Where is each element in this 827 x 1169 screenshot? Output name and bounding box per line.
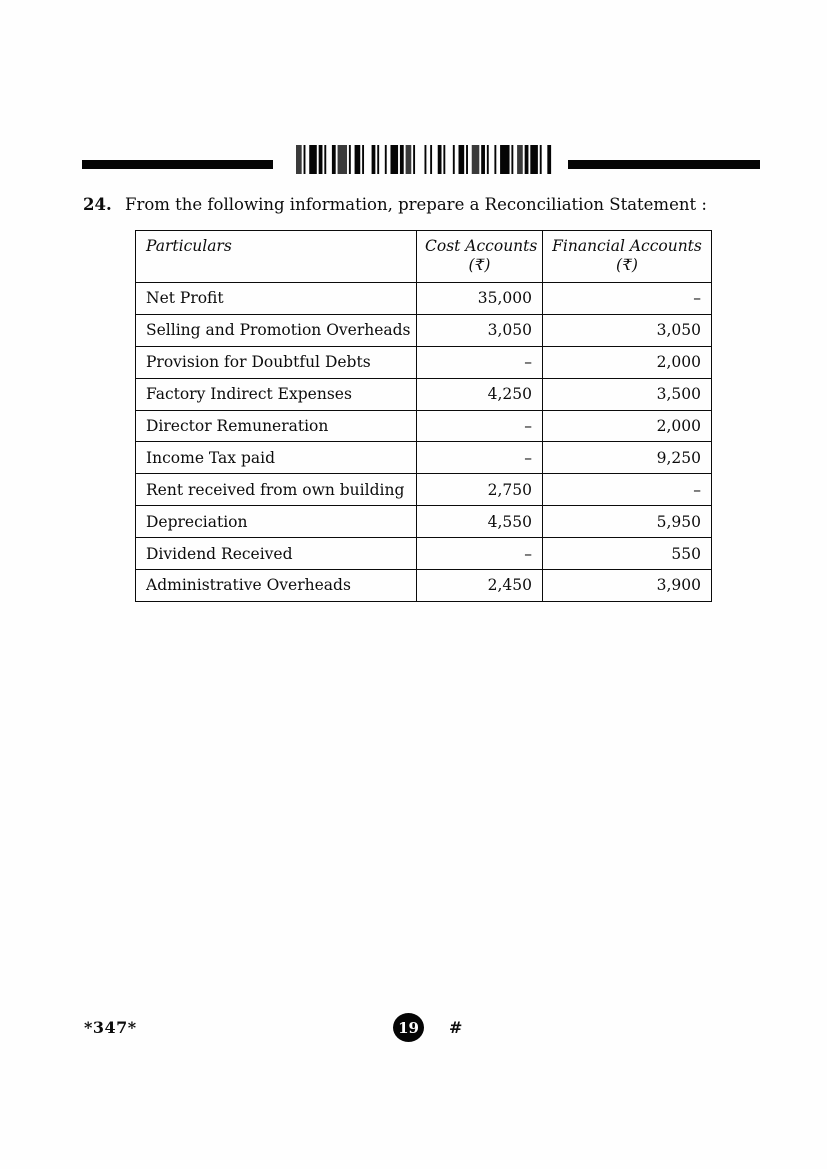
table-row [136, 283, 712, 315]
cell-particulars: Dividend Received [136, 538, 417, 570]
cell-financial-amount: 3,500 [543, 378, 712, 410]
table-row [136, 378, 712, 410]
col-header-particulars [136, 231, 417, 283]
table-row [136, 506, 712, 538]
cell-particulars: Factory Indirect Expenses [136, 378, 417, 410]
cell-financial-amount: 2,000 [543, 410, 712, 442]
header-rule-right [568, 160, 760, 169]
col-header-cost-currency: (₹) [468, 256, 491, 274]
table-body [136, 283, 712, 602]
col-header-financial-accounts [543, 231, 712, 283]
cell-cost-amount: 3,050 [417, 314, 543, 346]
col-header-cost-accounts [417, 231, 543, 283]
cell-cost-amount: – [417, 346, 543, 378]
cell-cost-amount: 4,550 [417, 506, 543, 538]
cell-cost-amount: 35,000 [417, 283, 543, 315]
footer-hash-mark: # [449, 1018, 463, 1037]
question-text: From the following information, prepare a Reconciliation Statement : [125, 195, 707, 214]
cell-particulars: Rent received from own building [136, 474, 417, 506]
col-header-particulars-label: Particulars [146, 237, 232, 255]
cell-financial-amount: 2,000 [543, 346, 712, 378]
page-number: 19 [398, 1018, 419, 1037]
cell-cost-amount: – [417, 442, 543, 474]
cell-particulars: Income Tax paid [136, 442, 417, 474]
reconciliation-table-wrap [135, 230, 712, 602]
cell-particulars: Selling and Promotion Overheads [136, 314, 417, 346]
cell-particulars: Administrative Overheads [136, 570, 417, 602]
cell-particulars: Net Profit [136, 283, 417, 315]
cell-financial-amount: 9,250 [543, 442, 712, 474]
table-row [136, 474, 712, 506]
cell-cost-amount: – [417, 538, 543, 570]
reconciliation-table [135, 230, 712, 602]
cell-financial-amount: 5,950 [543, 506, 712, 538]
cell-financial-amount: 550 [543, 538, 712, 570]
table-row [136, 314, 712, 346]
col-header-financial-label: Financial Accounts [552, 237, 702, 255]
cell-particulars: Provision for Doubtful Debts [136, 346, 417, 378]
table-row [136, 346, 712, 378]
cell-financial-amount: – [543, 474, 712, 506]
page-number-badge [393, 1013, 424, 1042]
cell-cost-amount: 4,250 [417, 378, 543, 410]
table-row [136, 538, 712, 570]
cell-financial-amount: 3,900 [543, 570, 712, 602]
table-row [136, 570, 712, 602]
header-rule-left [82, 160, 273, 169]
barcode-stripes [296, 145, 553, 174]
cell-particulars: Director Remuneration [136, 410, 417, 442]
cell-cost-amount: 2,750 [417, 474, 543, 506]
cell-cost-amount: 2,450 [417, 570, 543, 602]
table-row [136, 410, 712, 442]
table-header-row [136, 231, 712, 283]
cell-financial-amount: 3,050 [543, 314, 712, 346]
cell-financial-amount: – [543, 283, 712, 315]
cell-cost-amount: – [417, 410, 543, 442]
barcode-icon [296, 145, 553, 174]
footer-booklet-code: *347* [84, 1018, 137, 1037]
cell-particulars: Depreciation [136, 506, 417, 538]
col-header-financial-currency: (₹) [616, 256, 638, 274]
col-header-cost-label: Cost Accounts [425, 237, 538, 255]
question-line [83, 194, 763, 216]
table-row [136, 442, 712, 474]
question-number: 24. [83, 195, 112, 214]
